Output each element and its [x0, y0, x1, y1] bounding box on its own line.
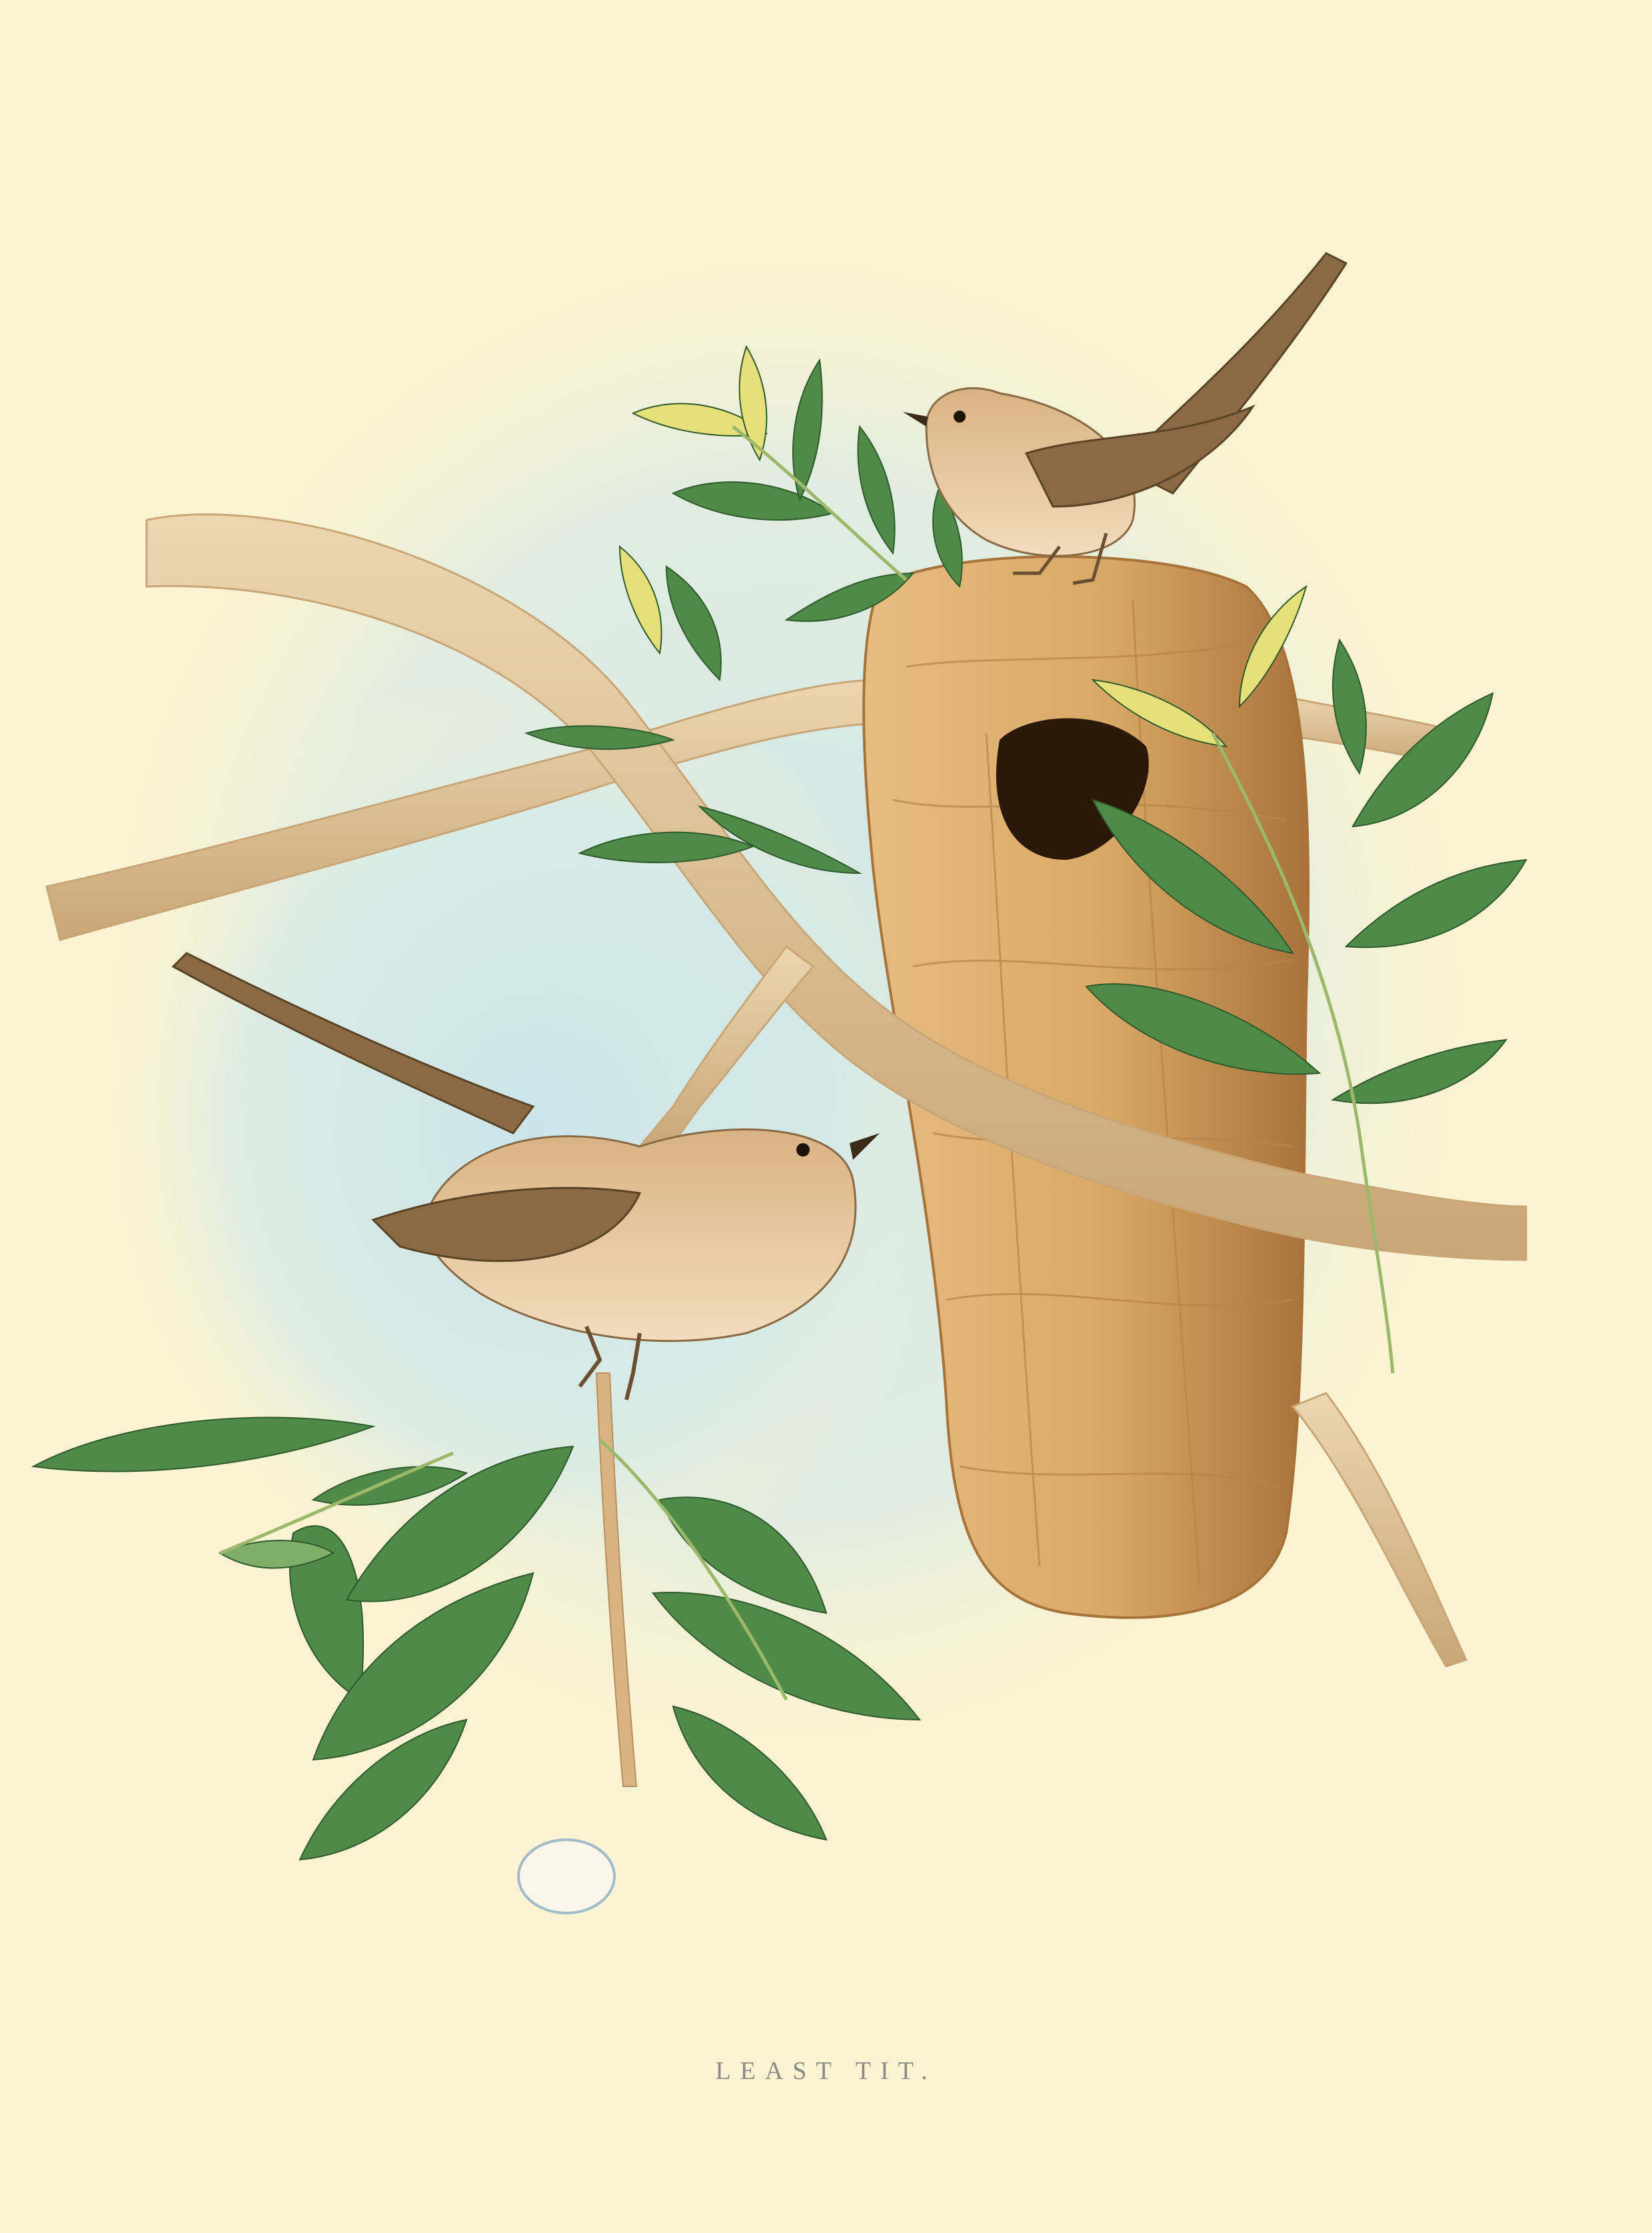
- lower-bird-eye: [796, 1143, 810, 1156]
- upper-bird-eye: [954, 411, 966, 423]
- lower-right-twig: [1293, 1393, 1466, 1666]
- egg: [518, 1840, 614, 1913]
- plate-caption: LEAST TIT.: [715, 2057, 937, 2085]
